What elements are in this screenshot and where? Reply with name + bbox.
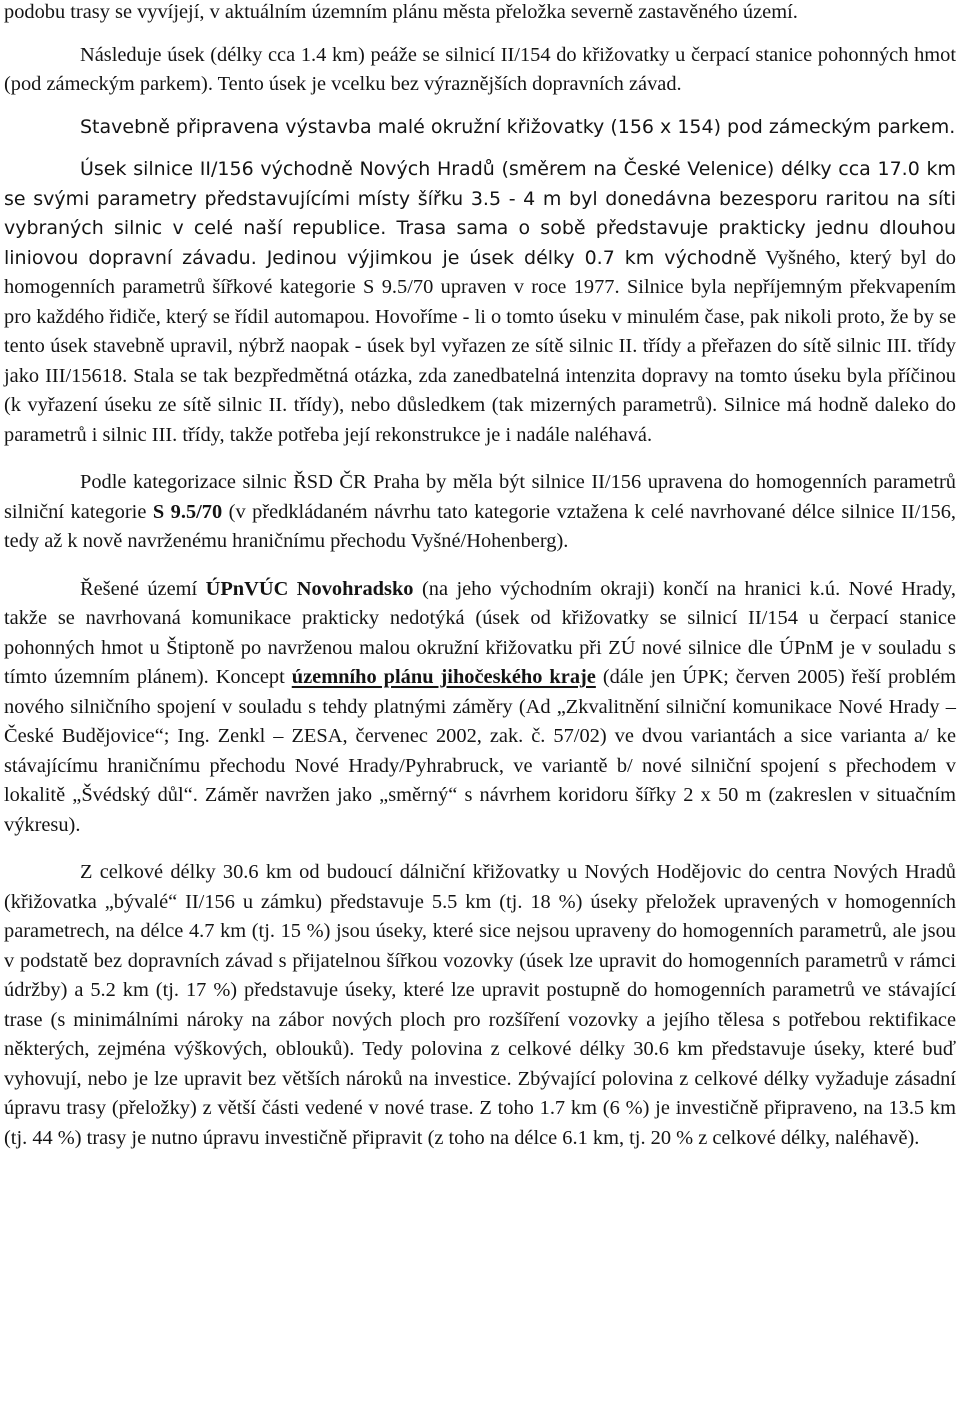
upk-underlined: územního plánu jihočeského kraje [291, 666, 596, 688]
paragraph-celkova-delka: Z celkové délky 30.6 km od budoucí dálniční křižovatky u Nových Hodějovic do centra Nových Hradů (křižovatka „bývalé“ II/156 u zámku) představuje 5.5 km (tj. 18 %) úseky přeložek upravených v homogenních parametrech, na délce 4.7 km (tj. 15 %) jsou úseky, které sice nejsou upraveny do homogenních parametrů, ale jsou v podstatě bez dopravních závad s přijatelnou šířkou vozovky (úsek lze upravit do homogenních parametrů v rámci údržby) a 5.2 km (tj. 17 %) představuje úseky, které lze upravit postupně do homogenních parametrů ve stávající trase (s minimálními nároky na zábor nových ploch pro rozšíření vozovky a jejího tělesa s potřebou rektifikace některých, zejména výškových, oblouků). Tedy polovina z celkové délky 30.6 km představuje úseky, které buď vyhovují, nebo je lze upravit bez větších nároků na investice. Zbývající polovina z celkové délky vyžaduje zásadní úpravu trasy (přeložky) z větší části vedené v nové trase. Z toho 1.7 km (6 %) je investičně připraveno, na 13.5 km (tj. 44 %) trasy je nutno úpravu investičně připravit (z toho na délce 6.1 km, tj. 20 % z celkové délky, naléhavě). [4, 861, 956, 1149]
kategorizace-text-a: Podle kategorizace silnic ŘSD ČR Praha by měla být silnice II/156 upravena do homogenních parametrů silniční kategorie [4, 471, 956, 523]
paragraph-okruzni: Stavebně připravena výstavba malé okružní křižovatky (156 x 154) pod zámeckým parkem. [80, 115, 956, 138]
usek-text-serif: Vyšného, který byl do homogenních parametrů šířkové kategorie S 9.5/70 upraven v roce 1977. Silnice byla nepříjemným překvapením pro každého řidiče, který se řídil automapou. Hovoříme - li o tomto úseku v minulém čase, pak nikoli proto, že by se tento úsek stavebně upravil, nýbrž naopak - úsek byl vyřazen ze sítě silnic II. třídy a přeřazen do sítě silnic III. třídy jako III/15618. Stala se tak bezpředmětná otázka, zda zanedbatelná intenzita dopravy na tomto úseku byla příčinou (k vyřazení úseku ze sítě silnic II. třídy), nebo důsledkem (tak mizerných parametrů). Silnice má hodně daleko do parametrů i silnic III. třídy, takže potřeba její rekonstrukce je i nadále naléhavá. [4, 246, 957, 446]
upnvuc-bold: ÚPnVÚC Novohradsko [205, 577, 414, 600]
paragraph-intro: podobu trasy se vyvíjejí, v aktuálním územním plánu města přeložka severně zastavěného území. [4, 1, 798, 23]
usek-text-sans: Úsek silnice II/156 východně Nových Hradů (směrem na České Velenice) délky cca 17.0 km se svými parametry představujícími místy šířku 3.5 - 4 m byl donedávna bezesporu raritou na síti vybraných silnic v celé naší republice. Trasa sama o sobě představuje prakticky jednu dlouhou liniovou dopravní závadu. Jedinou výjimkou je úsek délky 0.7 km východně [4, 158, 956, 269]
reseni-text-a: Řešené území [80, 577, 206, 600]
reseni-text-c: (dále jen ÚPK; červen 2005) řeší problém nového silničního spojení v souladu s tehdy platnými záměry (Ad „Zkvalitnění silniční komunikace Nové Hrady – České Budějovice“; Ing. Zenkl – ZESA, červenec 2002, zak. č. 57/02) ve dvou variantách a sice varianta a/ ke stávajícímu hraničnímu přechodu Nové Hrady/Pyhrabruck, ve variantě b/ nové silniční spojení s přechodem v lokalitě „Švédský důl“. Záměr navržen jako „směrný“ s návrhem koridoru šířky 2 x 50 m (zakreslen v situačním výkresu). [4, 666, 956, 836]
paragraph-usek-ii-156 [4, 155, 956, 450]
kategorie-bold: S 9.5/70 [152, 500, 223, 523]
paragraph-peaz: Následuje úsek (délky cca 1.4 km) peáže se silnicí II/154 do křižovatky u čerpací stanice pohonných hmot (pod zámeckým parkem). Tento úsek je vcelku bez výraznějších dopravních závad. [4, 43, 956, 95]
paragraph-reseni-uzemi [4, 575, 956, 841]
paragraph-kategorizace [4, 468, 956, 557]
kategorizace-text-b: (v předkládaném návrhu tato kategorie vztažena k celé navrhované délce silnice II/156, tedy až k nově navrženému hraničnímu přechodu Vyšné/Hohenberg). [4, 500, 956, 552]
reseni-text-b: (na jeho východním okraji) končí na hranici k.ú. Nové Hrady, takže se navrhovaná komunikace prakticky nedotýká (úsek od křižovatky se silnicí II/154 u čerpací stanice pohonných hmot u Štiptoně po navrženou malou okružní křižovatku při ZÚ nové silnice dle ÚPnM je v souladu s tímto územním plánem). Koncept [4, 577, 956, 688]
